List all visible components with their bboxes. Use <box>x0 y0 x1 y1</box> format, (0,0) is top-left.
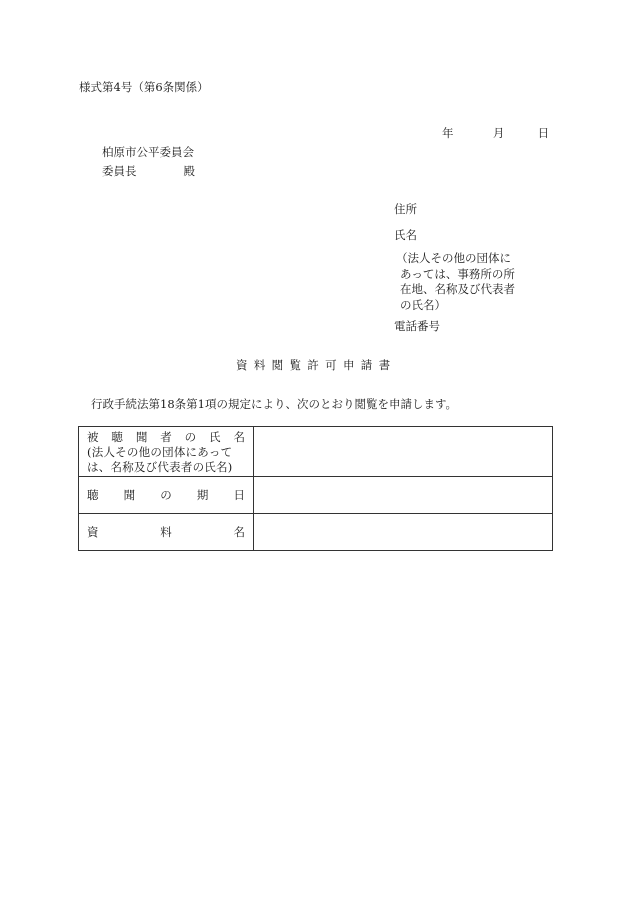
table-row <box>79 514 553 551</box>
addressee-title-text: 委員長 <box>102 164 137 178</box>
addressee-honorific: 殿 <box>183 164 195 178</box>
material-name-label-cell <box>79 514 254 551</box>
hearing-person-sub-line: は、名称及び代表者の氏名) <box>87 459 233 474</box>
hearing-person-label: 被 聴 聞 者 の 氏 名 <box>87 430 245 445</box>
material-name-label: 資 料 名 <box>87 525 245 539</box>
intro-text: 行政手続法第18条第1項の規定により、次のとおり閲覧を申請します。 <box>91 397 458 411</box>
date-day-label: 日 <box>537 126 550 140</box>
phone-label: 電話番号 <box>394 319 440 333</box>
document-title: 資料閲覧許可申請書 <box>236 358 397 372</box>
corporate-note <box>396 251 515 313</box>
date-line <box>442 128 549 140</box>
corporate-note-line: （法人その他の団体に <box>396 251 511 265</box>
corporate-note-line: あっては、事務所の所 <box>400 266 515 281</box>
corporate-note-line: 在地、名称及び代表者 <box>400 282 515 297</box>
address-label: 住所 <box>394 202 417 216</box>
form-number: 様式第4号（第6条関係） <box>79 80 209 94</box>
corporate-note-line: の氏名） <box>400 297 446 312</box>
material-name-value[interactable] <box>254 514 553 551</box>
hearing-person-label-cell <box>79 427 254 477</box>
hearing-date-label: 聴 聞 の 期 日 <box>87 488 245 502</box>
addressee-title <box>102 166 195 178</box>
name-label: 氏名 <box>394 228 417 242</box>
table-row <box>79 477 553 514</box>
date-month-label: 月 <box>492 126 505 140</box>
date-year-label: 年 <box>442 126 454 140</box>
addressee-org: 柏原市公平委員会 <box>102 145 194 159</box>
application-table <box>78 426 553 551</box>
hearing-person-value[interactable] <box>254 427 553 477</box>
hearing-date-label-cell <box>79 477 254 514</box>
hearing-date-value[interactable] <box>254 477 553 514</box>
hearing-person-sub-line: (法人その他の団体にあって <box>87 445 233 460</box>
table-row <box>79 427 553 477</box>
